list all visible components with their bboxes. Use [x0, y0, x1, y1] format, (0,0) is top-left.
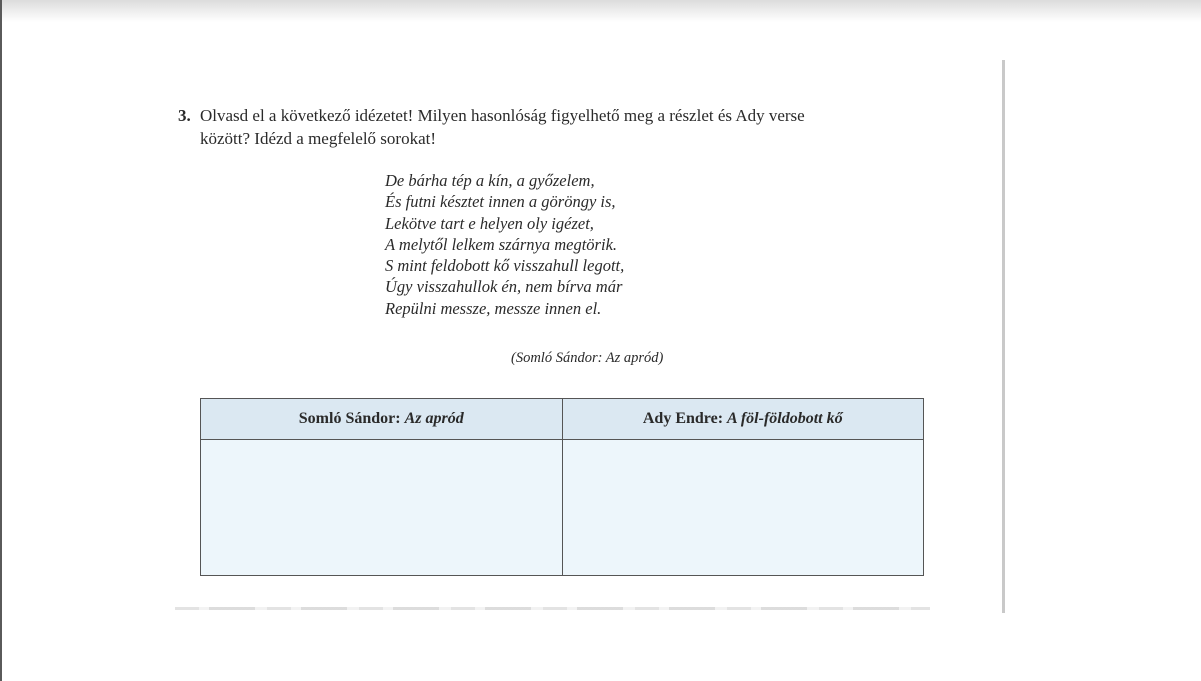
answer-cell-ady[interactable]	[562, 440, 924, 575]
header-work-ady: A föl-földobott kő	[727, 410, 843, 427]
viewer-top-shadow	[0, 0, 1201, 22]
poem-line: De bárha tép a kín, a győzelem,	[385, 171, 595, 190]
question-number: 3.	[178, 106, 191, 125]
table-header-ady	[562, 399, 924, 439]
header-author-somlo: Somló Sándor:	[298, 410, 401, 427]
poem-line: S mint feldobott kő visszahull legott,	[385, 256, 625, 276]
question-text	[200, 104, 950, 150]
header-work-somlo: Az apród	[404, 410, 464, 427]
poem-line: A melytől lelkem szárnya megtörik.	[385, 234, 618, 254]
next-section-edge	[175, 607, 930, 610]
poem-excerpt	[385, 170, 624, 319]
table-answer-row	[201, 440, 923, 575]
poem-citation: (Somló Sándor: Az apród)	[511, 350, 664, 366]
header-author-ady: Ady Endre:	[642, 410, 724, 427]
table-header-row	[201, 399, 923, 440]
poem-line: Repülni messze, messze innen el.	[385, 298, 602, 318]
poem-line: Úgy visszahullok én, nem bírva már	[385, 277, 623, 297]
comparison-table	[200, 398, 924, 576]
question-text-line-1: Olvasd el a következő idézetet! Milyen hasonlóság figyelhető meg a részlet és Ady verse	[200, 106, 805, 125]
poem-line: És futni késztet innen a göröngy is,	[385, 192, 616, 212]
answer-cell-somlo[interactable]	[201, 440, 562, 575]
poem-line: Lekötve tart e helyen oly igézet,	[385, 213, 594, 233]
page-margin-rule	[1002, 60, 1005, 613]
question-text-line-2: között? Idézd a megfelelő sorokat!	[200, 129, 437, 148]
table-header-somlo	[201, 399, 562, 439]
viewer-left-edge	[0, 0, 2, 681]
